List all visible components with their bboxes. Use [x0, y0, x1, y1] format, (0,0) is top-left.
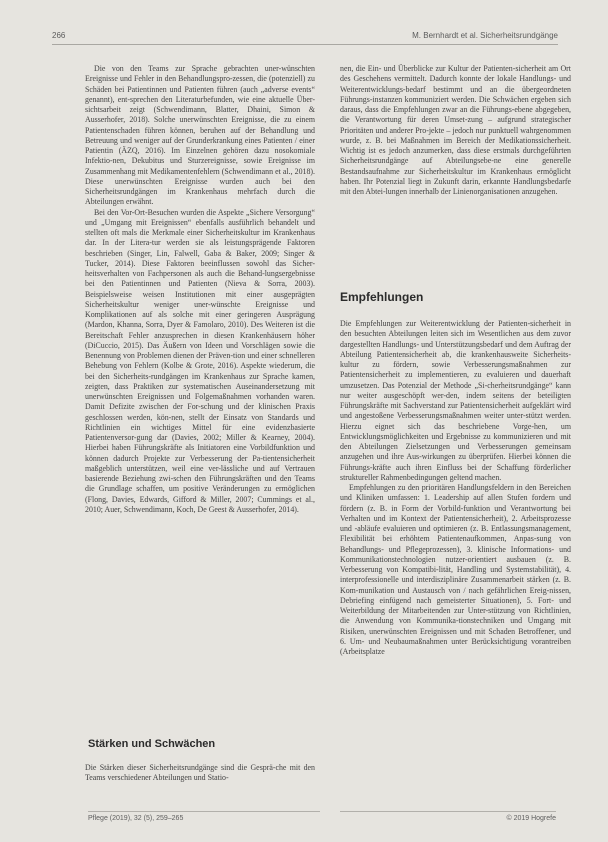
paragraph: nen, die Ein- und Überblicke zur Kultur der Patienten-sicherheit am Ort des Geschehens vermittelt. Dadurch konnte der lokale Handlungs- und Weiterentwicklungs-bedarf bestimmt und an die übergeordneten Führungs-instanzen kommuniziert werden. Die Schwächen ergeben sich daraus, dass die Empfehlungen zwar an die Führungs-ebene abgegeben, die Verantwortung für deren Umset-zung – aufgrund strategischer Prioritäten und anderer Pro-jekte – jedoch nur punktuell wahrgenommen wurde, z. B. bei Maßnahmen im Bereich der Medikationssicherheit. Wichtig ist es jedoch anzumerken, dass diese erstmals durchgeführten Sicherheitsrundgänge auf Abteilungsebe-ne eine generelle Bestandsaufnahme zur Sicherheitskultur im Krankenhaus ermöglicht haben. Ihr Potenzial liegt in Zukunft darin, erkannte Handlungsbedarfe mit den Abtei-lungen innerhalb der Linienorganisationen anzugehen. — [340, 64, 571, 196]
left-section-text — [85, 763, 315, 784]
right-column-text — [340, 64, 571, 197]
right-section-text — [340, 319, 571, 657]
footer-rule-right — [340, 811, 556, 812]
footer-rule-left — [88, 811, 320, 812]
paragraph: Die von den Teams zur Sprache gebrachten uner-wünschten Ereignisse und Fehler in den Behandlungspro-zessen, die (potenziell) zu Schäden bei Patientinnen und Patienten führen (auch „adverse events“ genannt), ent-sprechen den Literaturbefunden, wie eine aktuelle Über-sichtsarbeit zeigt (Schwendimann, Blatter, Dhaini, Simon & Ausserhofer, 2018). Solche unerwünschten Ereignisse, die zu einem Patientenschaden führen können, beruhen auf der Behandlung und Betreuung und weniger auf der Grunderkrankung eines Patienten / einer Patientin (ÄZQ, 2016). Im Einzelnen gehören dazu nosokomiale Infektio-nen, Dekubitus und Sturzereignisse, sowie Ereignisse im Zusammenhang mit Medikamentenfehlern (Schwendimann et al., 2018). Diese unerwünschten Ereignisse wurden auch bei den Sicherheitsrundgängen im Krankenhaus mehrfach durch die Abteilungen erwähnt. — [85, 64, 315, 207]
left-column-text — [85, 64, 315, 515]
section-heading-strengths-weaknesses: Stärken und Schwächen — [88, 738, 216, 750]
section-heading-recommendations: Empfehlungen — [340, 290, 424, 304]
paragraph: Bei den Vor-Ort-Besuchen wurden die Aspekte „Sichere Versorgung“ und „Umgang mit Ereignissen“ ebenfalls ausführlich behandelt und stellten oft mals die Merkmale einer Sicherheitskultur im Krankenhaus dar. In der Litera-tur werden sie als leistungsprägende Faktoren beschrieben (Singer, Lin, Falwell, Gaba & Baker, 2009; Singer & Tucker, 2014). Diese Faktoren beeinflussen sowohl das Sicher-heitsverhalten von Fachpersonen als auch die Behand-lungsergebnisse bei den Patientinnen und Patienten (Nieva & Sorra, 2003). Beispielsweise weisen Institutionen mit einer ausgeprägten Sicherheitskultur weniger uner-wünschte Ereignisse und Komplikationen auf als solche mit einer geringeren Ausprägung (Mardon, Khanna, Sorra, Dyer & Famolaro, 2010). Des Weiteren ist die Bereitschaft Fehler anzusprechen in diesen Krankenhäusern höher (DiCuccio, 2015). Das Äußern von Ideen und Vorschlägen sowie die Benennung von Problemen dienen der Präven-tion und einer schnelleren Behebung von Fehlern (Kolbe & Grote, 2016). Aspekte wiederum, die bei den Sicherheits-rundgängen im Krankenhaus zur Sprache kamen, zeigten, dass Praktiken zur systematischen Auseinandersetzung mit unerwünschten Ereignissen und Folgemaßnahmen vorhanden waren. Damit Defizite zwischen der For-schung und der klinischen Praxis geschlossen werden, kön-nen, stellt der Einsatz von Standards und Richtlinien ein wichtiges Mittel für eine evidenzbasierte Patientenversor-gung dar (Davies, 2002; Miller & Kearney, 2004). Hierbei haben Führungskräfte als Initiatoren eine Vorbildfunktion und können dadurch Projekte zur Verbesserung der Pa-tientensicherheit maßgeblich unterstützen, weil eine ver-lässliche und auf Vertrauen basierende Beziehung zwi-schen den Führungskräften und den Teams die Grundlage schaffen, um positive Veränderungen zu ermöglichen (Flong, Davies, Edwards, Gifford & Miller, 2007; Cummings et al., 2010; Auer, Schwendimann, Koch, De Geest & Ausserhofer, 2014). — [85, 207, 315, 514]
footer-copyright: © 2019 Hogrefe — [506, 815, 556, 822]
running-header — [52, 30, 558, 45]
paragraph: Empfehlungen zu den prioritären Handlungsfeldern in den Bereichen und Kliniken umfassen: 1. Leadership auf allen Stufen fordern und fördern (z. B. in Form der Vorbild-funktion und Verantwortung bei Verhalten und im Kontext der Patientensicherheit), 2. Arbeitsprozesse und -abläufe evaluieren und optimieren (z. B. Entlassungsmanagement, Flexibilität bei erhöhtem Patientenaufkommen, Anpas-sung von Behandlungs- und Pflegeprozessen), 3. klinische Informations- und Kommunikationstechnologien nutzer-orientiert ausbauen (z. B. Verbesserung von Kompatibi-lität, Handling und Systemstabilität), 4. interprofessionelle und interdisziplinäre Zusammenarbeit stärken (z. B. Kom-munikation und Austausch von / nach gefährlichen Ereig-nissen, Debriefing einfügend nach gemeisterter Situationen), 5. Fort- und Weiterbildung der Mitarbeitenden zur Unter-stützung von Richtlinien, die Anwendung von Kommunika-tionstechniken und Umgang mit Risiken, unerwünschten Ereignissen und mit Schaden Betroffener, und 6. Um- und Neubaumaßnahmen unter Berücksichtigung vorantreiben (Arbeitsplatze — [340, 483, 571, 656]
paragraph: Die Stärken dieser Sicherheitsrundgänge sind die Gesprä-che mit den Teams verschiedener Abteilungen und Statio- — [85, 763, 315, 783]
running-title: M. Bernhardt et al. Sicherheitsrundgänge — [412, 31, 558, 40]
footer-citation: Pflege (2019), 32 (5), 259–265 — [88, 815, 184, 822]
page-number: 266 — [52, 31, 66, 40]
paragraph: Die Empfehlungen zur Weiterentwicklung der Patienten-sicherheit in den besuchten Abteilungen leiten sich im Wesentlichen aus dem zuvor dargestellten Handlungs- und Unterstützungsbedarf und dem Auftrag der Abteilung Patientensicherheit ab, die krankenhausweite Sicherheits-kultur zu fördern, sowie Verbesserungsmaßnahmen zur Patientensicherheit zu implementieren, zu evaluieren und dauerhaft umzusetzen. Das Potenzial der Methode „Si-cherheitsrundgänge“ kann nur weiter ausgeschöpft wer-den, indem seitens der beteiligten Führungskräfte mit Sachverstand zur Patientensicherheit aufgeklärt wird und angestoßene Verbesserungsmaßnahmen weiter unter-stützt werden. Hierzu eignet sich das beschriebene Vorge-hen, um Entwicklungsmöglichkeiten und Ergebnisse zu kommunizieren und mit den Abteilungen Zielsetzungen und Verbesserungen gemeinsam anzugehen und ihre Aus-wirkungen zu überprüfen. Hierbei können die Führungs-kräfte auch ihren Einfluss bei der Schaffung förderlicher struktureller Rahmenbedingungen geltend machen. — [340, 319, 571, 482]
